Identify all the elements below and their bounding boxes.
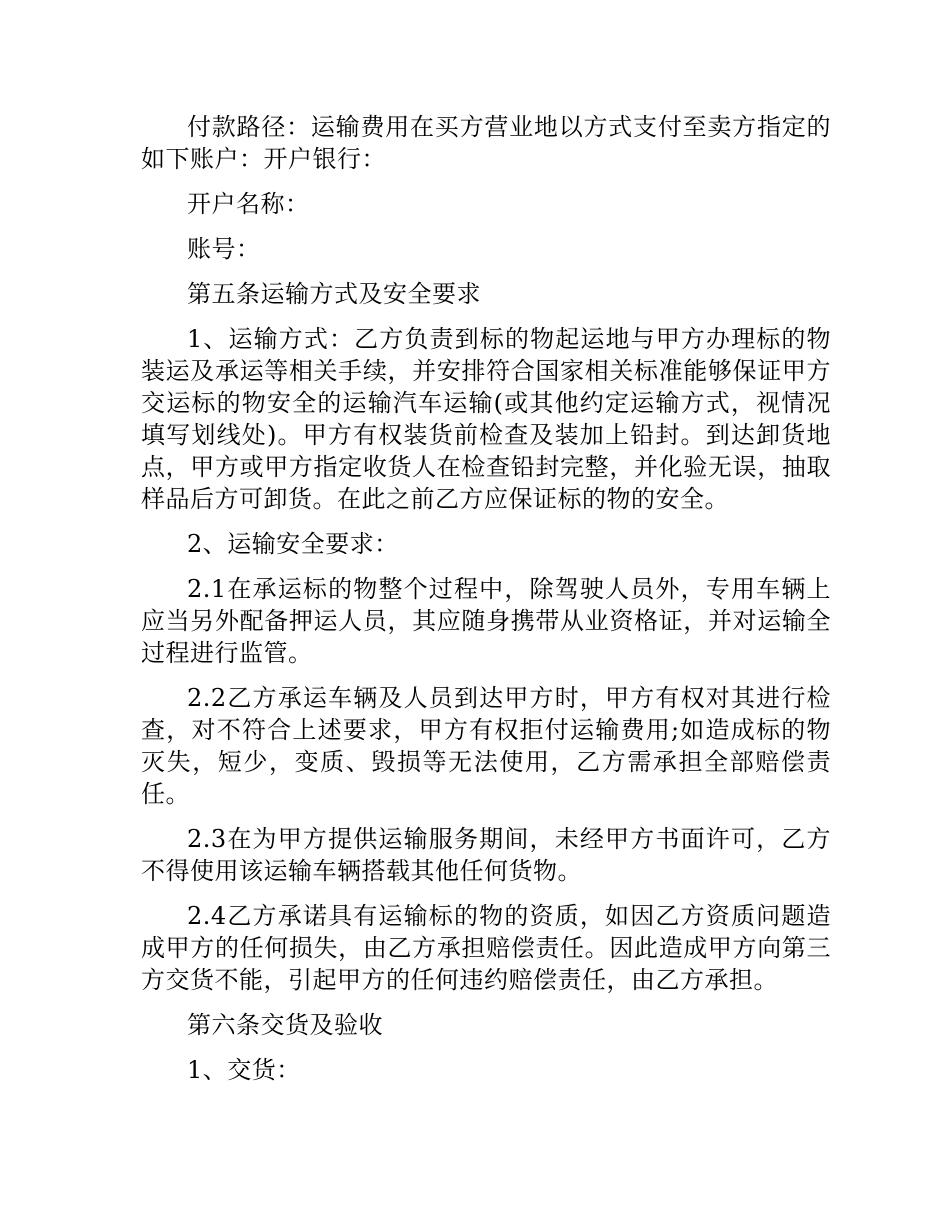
account-number-paragraph: 账号： — [187, 235, 261, 263]
transport-safety-heading: 2、运输安全要求： — [187, 530, 399, 558]
document-body — [141, 111, 831, 1099]
clause-2-4-paragraph: 2.4乙方承诺具有运输标的物的资质，如因乙方资质问题造成甲方的任何损失，由乙方承担赔偿责任。因此造成甲方向第三方交货不能，引起甲方的任何违约赔偿责任，由乙方承担。 — [141, 902, 831, 994]
account-name-paragraph: 开户名称： — [187, 190, 310, 218]
article-five-heading: 第五条运输方式及安全要求 — [187, 280, 481, 308]
transport-method-paragraph: 1、运输方式：乙方负责到标的物起运地与甲方办理标的物装运及承运等相关手续，并安排符合国家相关标准能够保证甲方交运标的物安全的运输汽车运输(或其他约定运输方式，视情况填写划线处)。甲方有权装货前检查及装加上铅封。到达卸货地点，甲方或甲方指定收货人在检查铅封完整，并化验无误，抽取样品后方可卸货。在此之前乙方应保证标的物的安全。 — [141, 325, 831, 513]
payment-path-paragraph: 付款路径：运输费用在买方营业地以方式支付至卖方指定的如下账户：开户银行： — [141, 113, 831, 173]
delivery-heading: 1、交货： — [187, 1056, 301, 1084]
article-six-heading: 第六条交货及验收 — [187, 1011, 383, 1039]
clause-2-2-paragraph: 2.2乙方承运车辆及人员到达甲方时，甲方有权对其进行检查，对不符合上述要求，甲方有权拒付运输费用;如造成标的物灭失，短少，变质、毁损等无法使用，乙方需承担全部赔偿责任。 — [141, 684, 831, 808]
clause-2-1-paragraph: 2.1在承运标的物整个过程中，除驾驶人员外，专用车辆上应当另外配备押运人员，其应随身携带从业资格证，并对运输全过程进行监管。 — [141, 575, 831, 667]
clause-2-3-paragraph: 2.3在为甲方提供运输服务期间，未经甲方书面许可，乙方不得使用该运输车辆搭载其他任何货物。 — [141, 825, 831, 885]
